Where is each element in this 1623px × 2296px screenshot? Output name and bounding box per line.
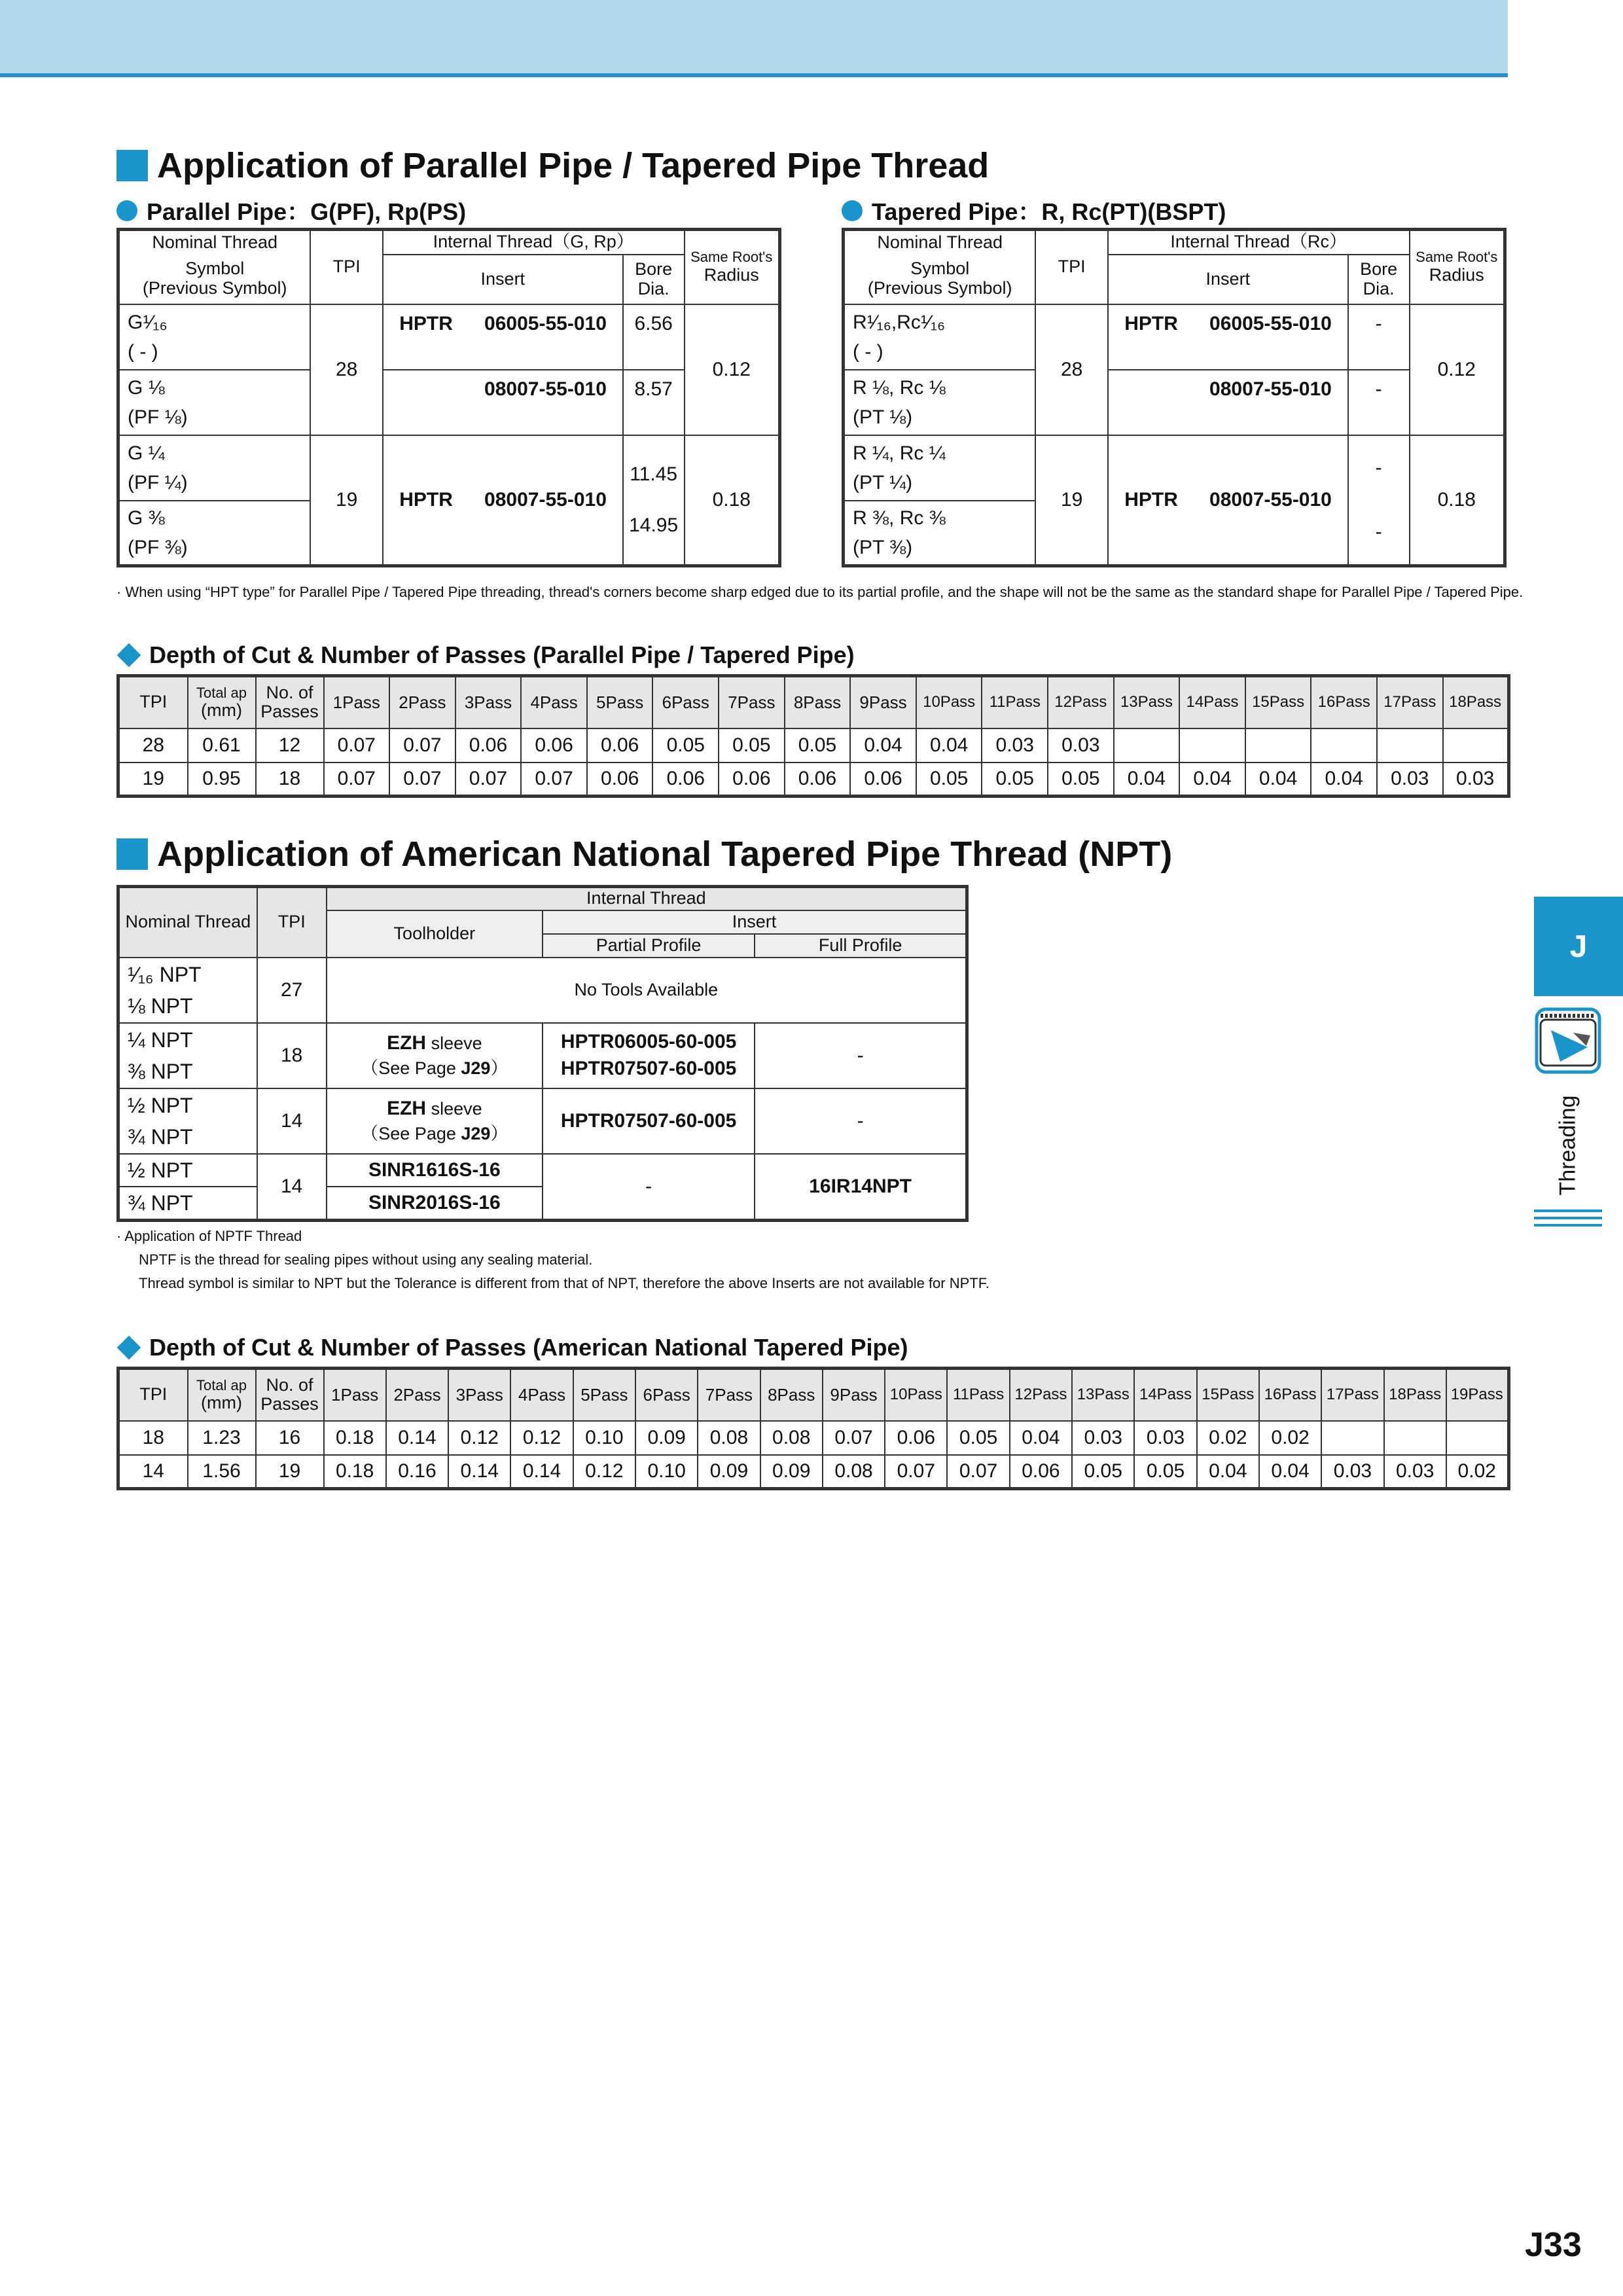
- thread-symbol-cell: G ⅛ (PF ⅛): [118, 370, 311, 435]
- square-bullet-icon: [116, 150, 148, 181]
- chapter-label: Threading: [1555, 1095, 1580, 1196]
- section1-title: Application of Parallel Pipe / Tapered Pipe Thread: [116, 145, 989, 186]
- thread-symbol-cell: R¹⁄₁₆,Rc¹⁄₁₆ ( - ): [844, 304, 1036, 370]
- tpi-cell: 18: [257, 1023, 327, 1088]
- nominal-cell: ½ NPT ¾ NPT: [118, 1088, 257, 1154]
- header-pass: 6Pass: [652, 676, 719, 728]
- depth-value-cell: 0.14: [386, 1421, 448, 1455]
- bore-cell: 11.45: [623, 435, 685, 501]
- depth-value-cell: [1443, 728, 1509, 762]
- nptf-note-title: · Application of NPTF Thread: [116, 1228, 302, 1244]
- header-pass: 19Pass: [1446, 1369, 1508, 1421]
- thread-symbol-cell: G ⅜ (PF ⅜): [118, 501, 311, 566]
- depth-value-cell: 0.09: [635, 1421, 698, 1455]
- header-pass: 1Pass: [324, 676, 390, 728]
- partial-profile-cell: -: [543, 1154, 755, 1221]
- depth-value-cell: 0.16: [386, 1455, 448, 1489]
- insert-code-cell: 08007-55-010: [469, 370, 623, 435]
- depth-value-cell: 0.07: [324, 762, 390, 797]
- bore-cell: 6.56: [623, 304, 685, 370]
- header-internal: Internal Thread: [327, 887, 967, 910]
- radius-cell: 0.18: [1410, 435, 1505, 566]
- depth-value-cell: 0.18: [324, 1421, 386, 1455]
- total-ap-cell: 1.23: [188, 1421, 256, 1455]
- depth-value-cell: 0.14: [448, 1455, 510, 1489]
- depth-value-cell: 0.03: [1321, 1455, 1383, 1489]
- parallel-subtitle: Parallel Pipe：G(PF), Rp(PS): [116, 194, 466, 227]
- thread-symbol-cell: R ⅜, Rc ⅜ (PT ⅜): [844, 501, 1036, 566]
- side-decor-lines: [1534, 1210, 1602, 1231]
- header-internal: Internal Thread（Rc）: [1108, 230, 1410, 255]
- header-pass: 14Pass: [1134, 1369, 1196, 1421]
- depth-value-cell: 0.14: [510, 1455, 573, 1489]
- total-ap-cell: 0.95: [188, 762, 256, 797]
- insert-code-cell: 06005-55-010: [1194, 304, 1348, 370]
- depth-value-cell: 0.04: [1010, 1421, 1072, 1455]
- header-pass: 1Pass: [324, 1369, 386, 1421]
- header-insert: Insert: [383, 255, 623, 304]
- hptr-cell: HPTR: [1108, 435, 1194, 566]
- depth-value-cell: 0.05: [1048, 762, 1114, 797]
- tpi-cell: 18: [118, 1421, 188, 1455]
- header-pass: 13Pass: [1114, 676, 1180, 728]
- thread-symbol-cell: R ¼, Rc ¼ (PT ¼): [844, 435, 1036, 501]
- nptf-note-line: Thread symbol is similar to NPT but the Tolerance is different from that of NPT, therefore the above Inserts are not available for NPTF.: [139, 1275, 990, 1291]
- chapter-tab: J: [1534, 897, 1623, 996]
- depth-value-cell: 0.06: [587, 762, 653, 797]
- page-number: J33: [1525, 2226, 1582, 2264]
- tpi-cell: 19: [310, 435, 382, 566]
- total-ap-cell: 0.61: [188, 728, 256, 762]
- depth-value-cell: 0.05: [982, 762, 1048, 797]
- depth-value-cell: 0.10: [635, 1455, 698, 1489]
- depth-value-cell: 0.12: [573, 1455, 635, 1489]
- tpi-cell: 14: [257, 1088, 327, 1154]
- total-ap-cell: 1.56: [188, 1455, 256, 1489]
- bore-cell: -: [1348, 304, 1410, 370]
- header-tpi: TPI: [118, 1369, 188, 1421]
- insert-code-cell: 06005-55-010: [469, 304, 623, 370]
- bore-cell: 14.95: [623, 501, 685, 566]
- header-tpi: TPI: [257, 887, 327, 958]
- tpi-cell: 14: [257, 1154, 327, 1221]
- header-pass: 10Pass: [916, 676, 982, 728]
- depth-value-cell: 0.02: [1259, 1421, 1321, 1455]
- depth-value-cell: 0.06: [785, 762, 851, 797]
- partial-profile-cell: HPTR06005-60-005 HPTR07507-60-005: [543, 1023, 755, 1088]
- depth-value-cell: [1114, 728, 1180, 762]
- header-pass: 17Pass: [1321, 1369, 1383, 1421]
- thread-symbol-cell: G ¼ (PF ¼): [118, 435, 311, 501]
- header-pass: 18Pass: [1384, 1369, 1446, 1421]
- circle-bullet-icon: [842, 200, 863, 221]
- header-pass: 4Pass: [510, 1369, 573, 1421]
- radius-cell: 0.18: [685, 435, 780, 566]
- radius-cell: 0.12: [685, 304, 780, 435]
- depth-value-cell: 0.07: [389, 728, 455, 762]
- header-internal: Internal Thread（G, Rp）: [383, 230, 685, 255]
- bore-cell: 8.57: [623, 370, 685, 435]
- depth-value-cell: 0.04: [850, 728, 916, 762]
- depth-value-cell: 0.06: [1010, 1455, 1072, 1489]
- depth-value-cell: 0.07: [455, 762, 522, 797]
- header-pass: 4Pass: [521, 676, 587, 728]
- tpi-cell: 28: [118, 728, 188, 762]
- section2-title: Application of American National Tapered Pipe Thread (NPT): [116, 834, 1172, 874]
- depth-value-cell: 0.04: [916, 728, 982, 762]
- full-profile-cell: -: [755, 1023, 967, 1088]
- header-pass: 3Pass: [455, 676, 522, 728]
- parallel-pipe-table: [116, 228, 781, 567]
- header-symbol: Symbol (Previous Symbol): [118, 255, 311, 304]
- circle-bullet-icon: [116, 200, 137, 221]
- header-pass: 12Pass: [1048, 676, 1114, 728]
- full-profile-cell: 16IR14NPT: [755, 1154, 967, 1221]
- header-pass: 8Pass: [785, 676, 851, 728]
- header-no-of-passes: No. of Passes: [256, 676, 324, 728]
- header-bore: Bore Dia.: [623, 255, 685, 304]
- depth-value-cell: 0.05: [652, 728, 719, 762]
- header-pass: 17Pass: [1377, 676, 1443, 728]
- depth-value-cell: [1446, 1421, 1508, 1455]
- radius-cell: 0.12: [1410, 304, 1505, 435]
- header-pass: 9Pass: [850, 676, 916, 728]
- tpi-cell: 19: [1035, 435, 1107, 566]
- diamond-bullet-icon: [117, 1336, 141, 1360]
- depth-of-cut-table-parallel: [116, 674, 1510, 798]
- header-insert: Insert: [1108, 255, 1348, 304]
- header-nominal: Nominal Thread: [118, 230, 311, 255]
- header-pass: 5Pass: [587, 676, 653, 728]
- header-tpi: TPI: [1035, 230, 1107, 304]
- header-toolholder: Toolholder: [327, 910, 543, 958]
- depth2-title: Depth of Cut & Number of Passes (American National Tapered Pipe): [116, 1334, 908, 1361]
- header-pass: 3Pass: [448, 1369, 510, 1421]
- header-pass: 14Pass: [1179, 676, 1245, 728]
- depth-value-cell: 0.06: [885, 1421, 947, 1455]
- depth-value-cell: 0.06: [850, 762, 916, 797]
- header-pass: 2Pass: [386, 1369, 448, 1421]
- header-same-radius: Same Root's Radius: [1410, 230, 1505, 304]
- depth-value-cell: 0.07: [885, 1455, 947, 1489]
- depth-value-cell: 0.07: [521, 762, 587, 797]
- passes-count-cell: 12: [256, 728, 324, 762]
- depth-value-cell: 0.06: [719, 762, 785, 797]
- header-nominal: Nominal Thread: [118, 887, 257, 958]
- nominal-cell: ¹⁄₁₆ NPT ⅛ NPT: [118, 958, 257, 1023]
- header-pass: 9Pass: [823, 1369, 885, 1421]
- insert-code-cell: 08007-55-010: [1194, 370, 1348, 435]
- depth-value-cell: 0.05: [916, 762, 982, 797]
- header-pass: 5Pass: [573, 1369, 635, 1421]
- tpi-cell: 14: [118, 1455, 188, 1489]
- depth-value-cell: 0.03: [1072, 1421, 1134, 1455]
- passes-count-cell: 19: [256, 1455, 324, 1489]
- table-row: [118, 1455, 1509, 1489]
- header-pass: 11Pass: [947, 1369, 1009, 1421]
- depth-value-cell: 0.02: [1446, 1455, 1508, 1489]
- toolholder-cell: EZH sleeve （See Page J29）: [327, 1023, 543, 1088]
- header-nominal: Nominal Thread: [844, 230, 1036, 255]
- depth-value-cell: 0.06: [652, 762, 719, 797]
- thread-symbol-cell: G¹⁄₁₆ ( - ): [118, 304, 311, 370]
- tpi-cell: 27: [257, 958, 327, 1023]
- tapered-subtitle: Tapered Pipe：R, Rc(PT)(BSPT): [842, 194, 1226, 227]
- passes-count-cell: 18: [256, 762, 324, 797]
- header-pass: 12Pass: [1010, 1369, 1072, 1421]
- header-pass: 7Pass: [719, 676, 785, 728]
- depth-value-cell: 0.03: [982, 728, 1048, 762]
- header-pass: 11Pass: [982, 676, 1048, 728]
- header-pass: 2Pass: [389, 676, 455, 728]
- threading-tool-icon: [1534, 1007, 1602, 1079]
- depth-value-cell: [1384, 1421, 1446, 1455]
- bore-cell: -: [1348, 370, 1410, 435]
- header-pass: 15Pass: [1197, 1369, 1259, 1421]
- nptf-note-line: NPTF is the thread for sealing pipes without using any sealing material.: [139, 1251, 593, 1268]
- depth-value-cell: 0.04: [1311, 762, 1377, 797]
- depth-value-cell: 0.09: [760, 1455, 823, 1489]
- header-pass: 13Pass: [1072, 1369, 1134, 1421]
- header-bore: Bore Dia.: [1348, 255, 1410, 304]
- thread-symbol-cell: R ⅛, Rc ⅛ (PT ⅛): [844, 370, 1036, 435]
- hpt-note: · When using “HPT type” for Parallel Pipe / Tapered Pipe threading, thread's corners become sharp edged due to its partial profile, and the shape will not be the same as the standard shape for Parallel Pipe / Tapered Pipe.: [116, 584, 1524, 600]
- toolholder-cell: SINR1616S-16: [327, 1154, 543, 1187]
- depth-value-cell: 0.05: [1072, 1455, 1134, 1489]
- depth-value-cell: 0.08: [698, 1421, 760, 1455]
- header-pass: 15Pass: [1245, 676, 1311, 728]
- depth-value-cell: 0.02: [1197, 1421, 1259, 1455]
- toolholder-cell: EZH sleeve （See Page J29）: [327, 1088, 543, 1154]
- header-pass: 16Pass: [1259, 1369, 1321, 1421]
- depth-value-cell: 0.04: [1245, 762, 1311, 797]
- depth-value-cell: [1179, 728, 1245, 762]
- depth-value-cell: 0.04: [1259, 1455, 1321, 1489]
- tpi-cell: 19: [118, 762, 188, 797]
- header-pass: 10Pass: [885, 1369, 947, 1421]
- depth-value-cell: 0.09: [698, 1455, 760, 1489]
- depth-value-cell: [1377, 728, 1443, 762]
- header-partial-profile: Partial Profile: [543, 934, 755, 958]
- header-full-profile: Full Profile: [755, 934, 967, 958]
- depth-value-cell: 0.06: [521, 728, 587, 762]
- depth-value-cell: 0.04: [1179, 762, 1245, 797]
- depth-value-cell: 0.04: [1197, 1455, 1259, 1489]
- bore-cell: -: [1348, 501, 1410, 566]
- passes-count-cell: 16: [256, 1421, 324, 1455]
- tapered-pipe-table: [842, 228, 1507, 567]
- depth-value-cell: 0.04: [1114, 762, 1180, 797]
- tpi-cell: 28: [310, 304, 382, 435]
- square-bullet-icon: [116, 838, 148, 870]
- header-total-ap: Total ap (mm): [188, 1369, 256, 1421]
- header-pass: 16Pass: [1311, 676, 1377, 728]
- table-row: [118, 728, 1509, 762]
- insert-code-cell: 08007-55-010: [1194, 435, 1348, 566]
- nominal-cell: ¾ NPT: [118, 1187, 257, 1221]
- header-symbol: Symbol (Previous Symbol): [844, 255, 1036, 304]
- depth-value-cell: 0.03: [1377, 762, 1443, 797]
- partial-profile-cell: HPTR07507-60-005: [543, 1088, 755, 1154]
- nominal-cell: ½ NPT: [118, 1154, 257, 1187]
- header-insert: Insert: [543, 910, 967, 934]
- header-same-radius: Same Root's Radius: [685, 230, 780, 304]
- depth-value-cell: [1311, 728, 1377, 762]
- insert-code-cell: 08007-55-010: [469, 435, 623, 566]
- depth-value-cell: 0.06: [587, 728, 653, 762]
- depth-value-cell: 0.12: [510, 1421, 573, 1455]
- header-no-of-passes: No. of Passes: [256, 1369, 324, 1421]
- depth-value-cell: 0.07: [823, 1421, 885, 1455]
- depth-value-cell: 0.06: [455, 728, 522, 762]
- bore-cell: -: [1348, 435, 1410, 501]
- depth-of-cut-table-npt: [116, 1367, 1510, 1490]
- hptr-cell: HPTR: [1108, 304, 1194, 370]
- header-pass: 6Pass: [635, 1369, 698, 1421]
- depth-value-cell: 0.18: [324, 1455, 386, 1489]
- depth-value-cell: 0.05: [1134, 1455, 1196, 1489]
- top-header-band: [0, 0, 1508, 77]
- header-tpi: TPI: [310, 230, 382, 304]
- depth-value-cell: 0.07: [389, 762, 455, 797]
- depth-value-cell: 0.08: [823, 1455, 885, 1489]
- depth-value-cell: 0.03: [1134, 1421, 1196, 1455]
- depth-value-cell: 0.05: [785, 728, 851, 762]
- depth-value-cell: [1321, 1421, 1383, 1455]
- depth-value-cell: 0.07: [947, 1455, 1009, 1489]
- header-pass: 8Pass: [760, 1369, 823, 1421]
- depth-value-cell: 0.10: [573, 1421, 635, 1455]
- hptr-cell: HPTR: [383, 435, 469, 566]
- depth-value-cell: 0.03: [1384, 1455, 1446, 1489]
- header-total-ap: Total ap (mm): [188, 676, 256, 728]
- full-profile-cell: -: [755, 1088, 967, 1154]
- depth-value-cell: [1245, 728, 1311, 762]
- tpi-cell: 28: [1035, 304, 1107, 435]
- depth-value-cell: 0.03: [1443, 762, 1509, 797]
- table-row: [118, 762, 1509, 797]
- depth-value-cell: 0.08: [760, 1421, 823, 1455]
- depth-value-cell: 0.05: [947, 1421, 1009, 1455]
- header-tpi: TPI: [118, 676, 188, 728]
- diamond-bullet-icon: [117, 643, 141, 668]
- toolholder-cell: SINR2016S-16: [327, 1187, 543, 1221]
- header-pass: 18Pass: [1443, 676, 1509, 728]
- nominal-cell: ¼ NPT ⅜ NPT: [118, 1023, 257, 1088]
- header-pass: 7Pass: [698, 1369, 760, 1421]
- npt-application-table: [116, 885, 969, 1222]
- depth1-title: Depth of Cut & Number of Passes (Parallel Pipe / Tapered Pipe): [116, 641, 855, 669]
- depth-value-cell: 0.03: [1048, 728, 1114, 762]
- table-row: [118, 1421, 1509, 1455]
- depth-value-cell: 0.05: [719, 728, 785, 762]
- hptr-cell: HPTR: [383, 304, 469, 370]
- depth-value-cell: 0.07: [324, 728, 390, 762]
- depth-value-cell: 0.12: [448, 1421, 510, 1455]
- no-tools-cell: No Tools Available: [327, 958, 967, 1023]
